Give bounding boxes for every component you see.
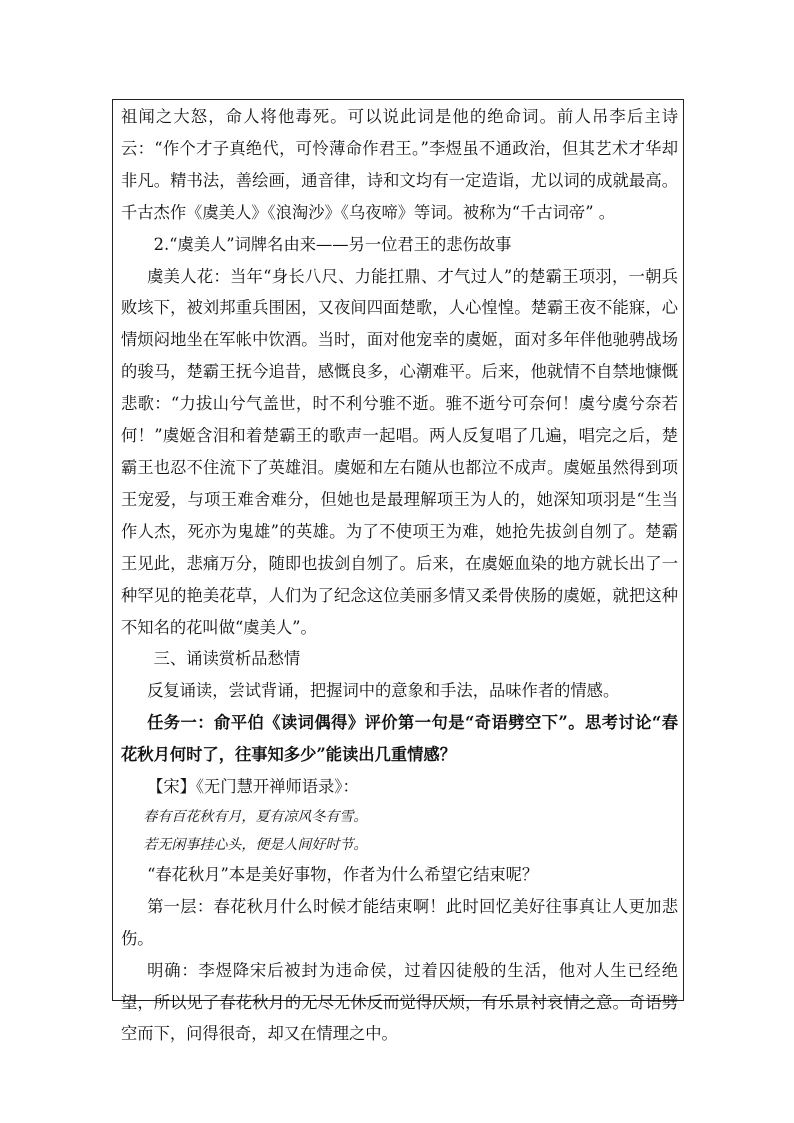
section-heading-cipai-origin: 2.“虞美人”词牌名由来——另一位君王的悲伤故事 — [153, 234, 512, 254]
paragraph-clarification: 明确：李煜降宋后被封为违命侯，过着囚徒般的生活，他对人生已经绝望，所以见了春花秋月的无尽无休反而觉得厌烦，有乐景衬哀情之意。奇语劈空而下，问得很奇，却又在情理之中。 — [121, 960, 678, 1044]
paragraph-yumeiren-flower-story: 虞美人花：当年“身长八尺、力能扛鼎、才气过人”的楚霸王项羽，一朝兵败垓下，被刘邦重兵围困，又夜间四面楚歌，人心惶惶。楚霸王夜不能寐，心情烦闷地坐在军帐中饮酒。当时，面对他宠幸的虞姬，面对多年伴他驰骋战场的骏马，楚霸王抚今追昔，感慨良多，心潮难平。后来，他就情不自禁地慷慨悲歌：“力拔山兮气盖世，时不利兮骓不逝。骓不逝兮可奈何！虞兮虞兮奈若何！”虞姬含泪和着楚霸王的歌声一起唱。两人反复唱了几遍，唱完之后，楚霸王也忍不住流下了英雄泪。虞姬和左右随从也都泣不成声。虞姬虽然得到项王宠爱，与项王难舍难分，但她也是最理解项王为人的，她深知项羽是“生当作人杰，死亦为鬼雄”的英雄。为了不使项王为难，她抢先拔剑自刎了。楚霸王见此，悲痛万分，随即也拔剑自刎了。后来，在虞姬血染的地方就长出了一种罕见的艳美花草，人们为了纪念这位美丽多情又柔骨侠肠的虞姬，就把这种不知名的花叫做“虞美人”。 — [121, 266, 678, 637]
document-body — [121, 101, 678, 1050]
paragraph-first-layer: 第一层：春花秋月什么时候才能结束啊！此时回忆美好往事真让人更加悲伤。 — [121, 896, 678, 948]
task-one-question: 任务一：俞平伯《读词偶得》评价第一句是“奇语劈空下”。思考讨论“春花秋月何时了，往事知多少”能读出几重情感？ — [121, 713, 678, 765]
paragraph-li-yu-biography: 祖闻之大怒，命人将他毒死。可以说此词是他的绝命词。前人吊李后主诗云：“作个才子真绝代，可怜薄命作君王。”李煜虽不通政治，但其艺术才华却非凡。精书法，善绘画，通音律，诗和文均有一定造诣，尤以词的成就最高。千古杰作《虞美人》《浪淘沙》《乌夜啼》等词。被称为“千古词帝” 。 — [121, 107, 678, 222]
paragraph-recitation-instruction: 反复诵读，尝试背诵，把握词中的意象和手法，品味作者的情感。 — [147, 681, 620, 701]
poem-line-1: 春有百花秋有月，夏有凉风冬有雪。 — [143, 808, 368, 825]
question-spring-autumn: “春花秋月”本是美好事物，作者为什么希望它结束呢？ — [147, 864, 539, 884]
section-heading-recitation: 三、诵读赏析品愁情 — [153, 649, 301, 669]
poem-source: 【宋】《无门慧开禅师语录》： — [147, 777, 359, 797]
poem-line-2: 若无闲事挂心头，便是人间好时节。 — [143, 836, 368, 853]
